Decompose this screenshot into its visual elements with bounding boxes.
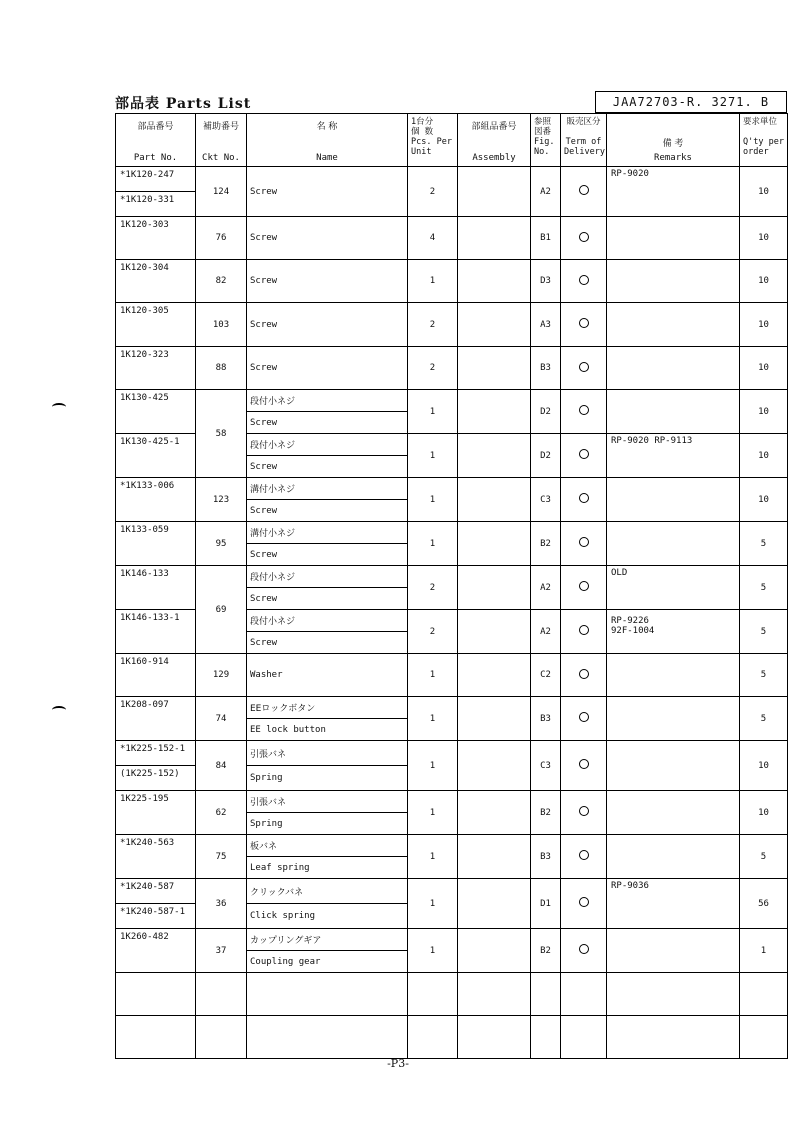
part-name: EE lock button [247,719,408,741]
part-name: Screw [247,217,408,260]
delivery-mark [561,566,607,610]
empty-row [116,1016,788,1059]
header-name: 名 称 Name [247,114,408,167]
assembly [458,566,531,610]
part-name-jp: 板バネ [247,835,408,857]
qty-per-order: 5 [740,566,788,610]
fig-no: D2 [531,390,561,434]
part-no: 1K260-482 [116,929,196,973]
remarks [607,610,740,654]
remarks [607,522,740,566]
page-number: -P3- [387,1057,409,1070]
qty-per-order: 10 [740,434,788,478]
assembly [458,697,531,741]
table-row [116,654,788,697]
part-no: *1K240-563 [116,835,196,879]
delivery-mark [561,929,607,973]
assembly [458,478,531,522]
table-row [116,879,788,904]
fig-no: D3 [531,260,561,303]
delivery-mark [561,522,607,566]
fig-no: B3 [531,347,561,390]
part-name: Coupling gear [247,951,408,973]
pcs-per-unit: 1 [408,390,458,434]
ckt-no: 123 [196,478,247,522]
fig-no: D1 [531,879,561,929]
delivery-mark [561,741,607,791]
table-row [116,791,788,813]
part-no: *1K120-331 [116,192,196,217]
delivery-mark [561,791,607,835]
header-qty-per-order: 要求単位 Q'ty per order [740,114,788,167]
remarks [607,791,740,835]
part-no: *1K225-152-1 [116,741,196,766]
assembly [458,303,531,347]
pcs-per-unit: 1 [408,434,458,478]
table-row [116,347,788,390]
circle-icon [579,185,589,195]
qty-per-order: 10 [740,347,788,390]
margin-mark [52,706,66,714]
page-title: 部品表 Parts List [115,96,252,112]
ckt-no: 36 [196,879,247,929]
part-name: Spring [247,813,408,835]
qty-per-order: 56 [740,879,788,929]
delivery-mark [561,390,607,434]
part-no: *1K133-006 [116,478,196,522]
part-no: 1K120-303 [116,217,196,260]
table-row [116,217,788,260]
header-pcs-per-unit: 1台分 個 数 Pcs. Per Unit [408,114,458,167]
delivery-mark [561,167,607,217]
header-part-no: 部品番号 Part No. [116,114,196,167]
assembly [458,741,531,791]
part-name-jp: 段付小ネジ [247,566,408,588]
fig-no: A3 [531,303,561,347]
part-no: *1K240-587 [116,879,196,904]
ckt-no: 58 [196,390,247,478]
ckt-no: 84 [196,741,247,791]
ckt-no: 74 [196,697,247,741]
delivery-mark [561,697,607,741]
pcs-per-unit: 1 [408,478,458,522]
table-row [116,522,788,544]
remarks [607,478,740,522]
assembly [458,791,531,835]
pcs-per-unit: 1 [408,697,458,741]
parts-table [115,113,788,1059]
delivery-mark [561,434,607,478]
document-number: JAA72703-R. 3271. B [595,91,787,113]
header-row [116,114,788,167]
remarks-line: RP-9226 [611,616,649,626]
assembly [458,167,531,217]
fig-no: C2 [531,654,561,697]
ckt-no: 103 [196,303,247,347]
circle-icon [579,625,589,635]
fig-no: B2 [531,929,561,973]
pcs-per-unit: 1 [408,835,458,879]
fig-no: B2 [531,791,561,835]
part-no: 1K146-133 [116,566,196,610]
part-name: Screw [247,303,408,347]
remarks: RP-9036 [607,879,740,929]
qty-per-order: 10 [740,303,788,347]
remarks [607,347,740,390]
circle-icon [579,493,589,503]
ckt-no: 95 [196,522,247,566]
part-name: Spring [247,766,408,791]
part-no: 1K120-304 [116,260,196,303]
delivery-mark [561,260,607,303]
qty-per-order: 10 [740,390,788,434]
part-name: Leaf spring [247,857,408,879]
ckt-no: 69 [196,566,247,654]
part-no: *1K120-247 [116,167,196,192]
assembly [458,522,531,566]
table-row [116,167,788,192]
part-name-jp: クリックバネ [247,879,408,904]
delivery-mark [561,347,607,390]
remarks [607,697,740,741]
fig-no: B1 [531,217,561,260]
fig-no: A2 [531,566,561,610]
circle-icon [579,581,589,591]
part-name-jp: EEロックボタン [247,697,408,719]
part-name-jp: 段付小ネジ [247,390,408,412]
pcs-per-unit: 2 [408,303,458,347]
remarks [607,929,740,973]
part-no: 1K146-133-1 [116,610,196,654]
part-name-jp: 段付小ネジ [247,434,408,456]
delivery-mark [561,879,607,929]
ckt-no: 88 [196,347,247,390]
fig-no: B2 [531,522,561,566]
circle-icon [579,405,589,415]
remarks [607,835,740,879]
pcs-per-unit: 2 [408,610,458,654]
part-name: Screw [247,167,408,217]
fig-no: B3 [531,835,561,879]
part-no: 1K225-195 [116,791,196,835]
fig-no: A2 [531,610,561,654]
assembly [458,260,531,303]
fig-no: C3 [531,478,561,522]
header-remarks: 備 考 Remarks [607,114,740,167]
pcs-per-unit: 1 [408,522,458,566]
qty-per-order: 10 [740,167,788,217]
header-assembly: 部組品番号 Assembly [458,114,531,167]
table-row [116,303,788,347]
fig-no: A2 [531,167,561,217]
table-row [116,929,788,951]
ckt-no: 75 [196,835,247,879]
qty-per-order: 10 [740,217,788,260]
table-row [116,697,788,719]
qty-per-order: 10 [740,478,788,522]
table-row [116,390,788,412]
qty-per-order: 5 [740,697,788,741]
part-no: *1K240-587-1 [116,904,196,929]
pcs-per-unit: 2 [408,167,458,217]
part-no: 1K133-059 [116,522,196,566]
pcs-per-unit: 4 [408,217,458,260]
remarks-line: 92F-1004 [611,626,655,636]
table-row [116,741,788,766]
circle-icon [579,669,589,679]
fig-no: D2 [531,434,561,478]
header-term-of-delivery: 販売区分 Term of Delivery [561,114,607,167]
table-row [116,478,788,500]
circle-icon [579,449,589,459]
part-no: 1K120-323 [116,347,196,390]
circle-icon [579,232,589,242]
assembly [458,434,531,478]
assembly [458,879,531,929]
margin-mark [52,403,66,411]
circle-icon [579,318,589,328]
ckt-no: 37 [196,929,247,973]
part-name-jp: 引張バネ [247,741,408,766]
pcs-per-unit: 1 [408,929,458,973]
part-no: 1K208-097 [116,697,196,741]
pcs-per-unit: 1 [408,654,458,697]
qty-per-order: 10 [740,741,788,791]
part-name: Screw [247,412,408,434]
part-name-jp: 溝付小ネジ [247,522,408,544]
circle-icon [579,944,589,954]
header-ckt-no: 補助番号 Ckt No. [196,114,247,167]
part-name: Screw [247,456,408,478]
table-row [116,835,788,857]
pcs-per-unit: 1 [408,260,458,303]
delivery-mark [561,217,607,260]
ckt-no: 129 [196,654,247,697]
qty-per-order: 5 [740,610,788,654]
part-no: 1K130-425-1 [116,434,196,478]
part-name: Screw [247,632,408,654]
assembly [458,835,531,879]
remarks: OLD [607,566,740,610]
part-name: Washer [247,654,408,697]
qty-per-order: 10 [740,791,788,835]
pcs-per-unit: 2 [408,566,458,610]
part-no: 1K130-425 [116,390,196,434]
pcs-per-unit: 2 [408,347,458,390]
table-row [116,566,788,588]
part-name: Click spring [247,904,408,929]
pcs-per-unit: 1 [408,741,458,791]
remarks: RP-9020 RP-9113 [607,434,740,478]
qty-per-order: 10 [740,260,788,303]
circle-icon [579,537,589,547]
delivery-mark [561,654,607,697]
assembly [458,610,531,654]
remarks [607,303,740,347]
ckt-no: 76 [196,217,247,260]
part-name: Screw [247,260,408,303]
pcs-per-unit: 1 [408,791,458,835]
qty-per-order: 1 [740,929,788,973]
part-name: Screw [247,347,408,390]
part-no: 1K160-914 [116,654,196,697]
circle-icon [579,897,589,907]
qty-per-order: 5 [740,654,788,697]
qty-per-order: 5 [740,522,788,566]
qty-per-order: 5 [740,835,788,879]
remarks [607,654,740,697]
ckt-no: 124 [196,167,247,217]
circle-icon [579,759,589,769]
part-no: 1K120-305 [116,303,196,347]
remarks [607,217,740,260]
part-name: Screw [247,500,408,522]
remarks: RP-9020 [607,167,740,217]
remarks [607,390,740,434]
part-name-jp: カップリングギア [247,929,408,951]
assembly [458,390,531,434]
delivery-mark [561,610,607,654]
part-name-jp: 段付小ネジ [247,610,408,632]
part-no: (1K225-152) [116,766,196,791]
header-fig-no: 参照 図番 Fig. No. [531,114,561,167]
delivery-mark [561,303,607,347]
assembly [458,217,531,260]
part-name-jp: 溝付小ネジ [247,478,408,500]
pcs-per-unit: 1 [408,879,458,929]
circle-icon [579,850,589,860]
fig-no: B3 [531,697,561,741]
delivery-mark [561,478,607,522]
ckt-no: 62 [196,791,247,835]
assembly [458,654,531,697]
circle-icon [579,362,589,372]
circle-icon [579,806,589,816]
part-name: Screw [247,544,408,566]
part-name: Screw [247,588,408,610]
remarks [607,260,740,303]
circle-icon [579,275,589,285]
part-name-jp: 引張バネ [247,791,408,813]
table-row [116,260,788,303]
empty-row [116,973,788,1016]
assembly [458,347,531,390]
fig-no: C3 [531,741,561,791]
circle-icon [579,712,589,722]
remarks [607,741,740,791]
assembly [458,929,531,973]
delivery-mark [561,835,607,879]
ckt-no: 82 [196,260,247,303]
